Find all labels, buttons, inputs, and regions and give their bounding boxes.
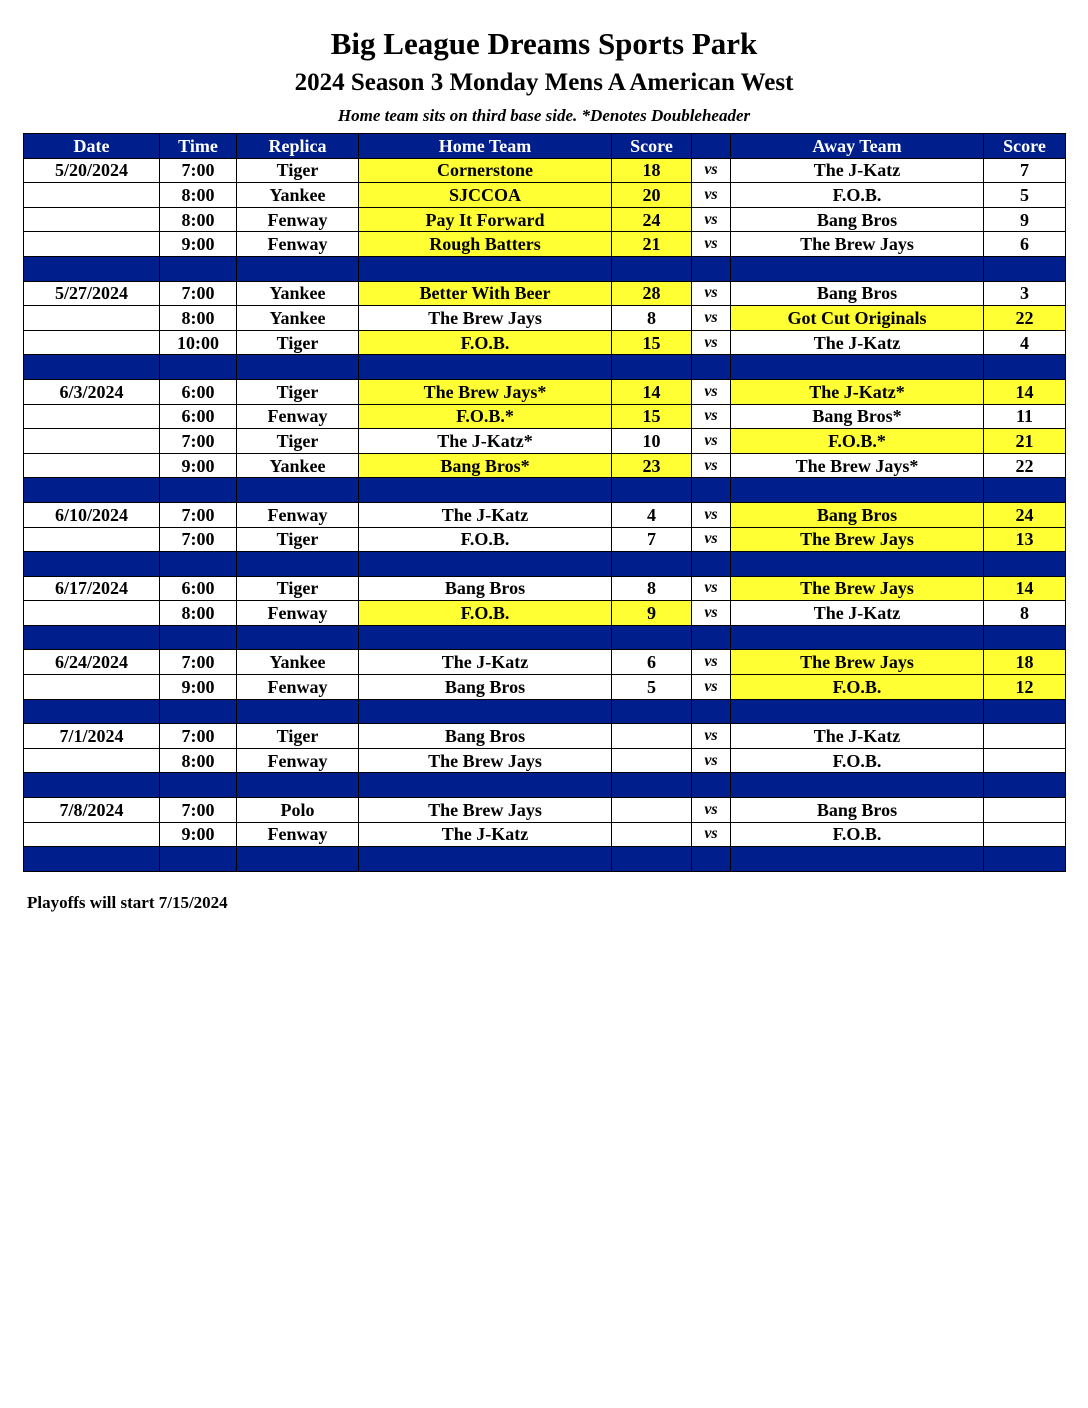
separator-cell xyxy=(24,552,160,577)
separator-cell xyxy=(731,625,984,650)
table-row xyxy=(24,576,1066,601)
time-cell: 9:00 xyxy=(160,453,237,478)
table-row xyxy=(24,724,1066,749)
separator-cell xyxy=(692,773,731,798)
table-row xyxy=(24,650,1066,675)
schedule-note: Home team sits on third base side. *Denotes Doubleheader xyxy=(337,106,751,125)
separator-cell xyxy=(984,625,1066,650)
time-cell: 7:00 xyxy=(160,527,237,552)
col-header-away-team: Away Team xyxy=(731,134,984,159)
table-row xyxy=(24,330,1066,355)
page-title: Big League Dreams Sports Park xyxy=(330,26,758,61)
date-cell xyxy=(24,748,160,773)
separator-cell xyxy=(984,355,1066,380)
date-cell xyxy=(24,404,160,429)
away-team-cell: Bang Bros xyxy=(731,502,984,527)
home-score-cell: 5 xyxy=(612,675,692,700)
separator-cell xyxy=(731,552,984,577)
home-team-cell: The Brew Jays* xyxy=(359,379,612,404)
date-cell xyxy=(24,330,160,355)
week-separator-row xyxy=(24,256,1066,281)
time-cell: 7:00 xyxy=(160,281,237,306)
away-team-cell: The Brew Jays xyxy=(731,650,984,675)
home-team-cell: The J-Katz xyxy=(359,650,612,675)
vs-cell: vs xyxy=(692,429,731,454)
vs-cell: vs xyxy=(692,576,731,601)
separator-cell xyxy=(612,355,692,380)
vs-cell: vs xyxy=(692,330,731,355)
schedule-table xyxy=(23,133,1066,872)
time-cell: 9:00 xyxy=(160,232,237,257)
home-score-cell: 23 xyxy=(612,453,692,478)
separator-cell xyxy=(731,847,984,872)
time-cell: 9:00 xyxy=(160,822,237,847)
home-score-cell: 4 xyxy=(612,502,692,527)
away-team-cell: Bang Bros* xyxy=(731,404,984,429)
separator-cell xyxy=(160,552,237,577)
table-row xyxy=(24,601,1066,626)
field-cell: Polo xyxy=(237,798,359,823)
home-team-cell: Bang Bros xyxy=(359,675,612,700)
playoffs-note: Playoffs will start 7/15/2024 xyxy=(27,893,228,912)
week-separator-row xyxy=(24,355,1066,380)
time-cell: 7:00 xyxy=(160,650,237,675)
vs-cell: vs xyxy=(692,527,731,552)
separator-cell xyxy=(24,256,160,281)
separator-cell xyxy=(24,699,160,724)
separator-cell xyxy=(359,256,612,281)
date-cell xyxy=(24,601,160,626)
date-cell: 5/20/2024 xyxy=(24,158,160,183)
field-cell: Tiger xyxy=(237,724,359,749)
home-team-cell: Rough Batters xyxy=(359,232,612,257)
field-cell: Tiger xyxy=(237,379,359,404)
time-cell: 6:00 xyxy=(160,379,237,404)
home-score-cell xyxy=(612,822,692,847)
separator-cell xyxy=(692,847,731,872)
week-separator-row xyxy=(24,625,1066,650)
col-header-time: Time xyxy=(160,134,237,159)
separator-cell xyxy=(612,256,692,281)
home-team-cell: F.O.B. xyxy=(359,601,612,626)
time-cell: 8:00 xyxy=(160,183,237,208)
home-team-cell: Pay It Forward xyxy=(359,207,612,232)
away-team-cell: The Brew Jays* xyxy=(731,453,984,478)
field-cell: Yankee xyxy=(237,183,359,208)
separator-cell xyxy=(731,256,984,281)
home-team-cell: Bang Bros* xyxy=(359,453,612,478)
table-row xyxy=(24,404,1066,429)
table-row xyxy=(24,379,1066,404)
away-team-cell: The Brew Jays xyxy=(731,576,984,601)
field-cell: Tiger xyxy=(237,158,359,183)
away-score-cell: 11 xyxy=(984,404,1066,429)
date-cell xyxy=(24,453,160,478)
table-row xyxy=(24,183,1066,208)
away-team-cell: The J-Katz xyxy=(731,330,984,355)
home-score-cell: 7 xyxy=(612,527,692,552)
table-row xyxy=(24,429,1066,454)
col-header-home-team: Home Team xyxy=(359,134,612,159)
separator-cell xyxy=(237,256,359,281)
week-separator-row xyxy=(24,478,1066,503)
time-cell: 8:00 xyxy=(160,306,237,331)
table-row xyxy=(24,281,1066,306)
separator-cell xyxy=(731,478,984,503)
field-cell: Yankee xyxy=(237,453,359,478)
separator-cell xyxy=(612,773,692,798)
separator-cell xyxy=(24,355,160,380)
vs-cell: vs xyxy=(692,404,731,429)
vs-cell: vs xyxy=(692,158,731,183)
field-cell: Fenway xyxy=(237,502,359,527)
away-team-cell: Got Cut Originals xyxy=(731,306,984,331)
separator-cell xyxy=(359,355,612,380)
vs-cell: vs xyxy=(692,748,731,773)
home-score-cell: 6 xyxy=(612,650,692,675)
separator-cell xyxy=(612,625,692,650)
separator-cell xyxy=(984,773,1066,798)
vs-cell: vs xyxy=(692,453,731,478)
separator-cell xyxy=(731,773,984,798)
date-cell: 6/17/2024 xyxy=(24,576,160,601)
separator-cell xyxy=(359,478,612,503)
separator-cell xyxy=(612,699,692,724)
home-score-cell: 8 xyxy=(612,306,692,331)
separator-cell xyxy=(612,552,692,577)
separator-cell xyxy=(237,625,359,650)
away-team-cell: F.O.B. xyxy=(731,822,984,847)
week-separator-row xyxy=(24,847,1066,872)
separator-cell xyxy=(692,699,731,724)
away-score-cell: 13 xyxy=(984,527,1066,552)
away-score-cell: 14 xyxy=(984,379,1066,404)
time-cell: 9:00 xyxy=(160,675,237,700)
away-score-cell: 6 xyxy=(984,232,1066,257)
home-team-cell: Better With Beer xyxy=(359,281,612,306)
week-separator-row xyxy=(24,552,1066,577)
page-subtitle: 2024 Season 3 Monday Mens A American West xyxy=(294,69,794,96)
home-team-cell: SJCCOA xyxy=(359,183,612,208)
away-team-cell: The J-Katz xyxy=(731,158,984,183)
date-cell xyxy=(24,822,160,847)
table-row xyxy=(24,453,1066,478)
table-row xyxy=(24,502,1066,527)
separator-cell xyxy=(984,699,1066,724)
away-team-cell: Bang Bros xyxy=(731,798,984,823)
separator-cell xyxy=(24,478,160,503)
separator-cell xyxy=(984,847,1066,872)
away-team-cell: Bang Bros xyxy=(731,207,984,232)
separator-cell xyxy=(160,699,237,724)
separator-cell xyxy=(731,699,984,724)
time-cell: 10:00 xyxy=(160,330,237,355)
away-score-cell: 22 xyxy=(984,306,1066,331)
home-score-cell: 15 xyxy=(612,404,692,429)
field-cell: Yankee xyxy=(237,281,359,306)
vs-cell: vs xyxy=(692,183,731,208)
away-team-cell: F.O.B. xyxy=(731,183,984,208)
away-score-cell: 4 xyxy=(984,330,1066,355)
away-score-cell: 8 xyxy=(984,601,1066,626)
home-score-cell: 10 xyxy=(612,429,692,454)
away-score-cell: 3 xyxy=(984,281,1066,306)
separator-cell xyxy=(359,847,612,872)
home-score-cell xyxy=(612,798,692,823)
separator-cell xyxy=(692,625,731,650)
away-score-cell: 18 xyxy=(984,650,1066,675)
away-team-cell: The J-Katz* xyxy=(731,379,984,404)
away-team-cell: The J-Katz xyxy=(731,724,984,749)
separator-cell xyxy=(692,256,731,281)
time-cell: 7:00 xyxy=(160,798,237,823)
field-cell: Yankee xyxy=(237,650,359,675)
separator-cell xyxy=(612,478,692,503)
time-cell: 6:00 xyxy=(160,404,237,429)
separator-cell xyxy=(160,625,237,650)
vs-cell: vs xyxy=(692,675,731,700)
home-score-cell: 14 xyxy=(612,379,692,404)
away-score-cell: 24 xyxy=(984,502,1066,527)
table-row xyxy=(24,158,1066,183)
separator-cell xyxy=(984,478,1066,503)
table-row xyxy=(24,822,1066,847)
field-cell: Fenway xyxy=(237,207,359,232)
table-row xyxy=(24,207,1066,232)
time-cell: 7:00 xyxy=(160,158,237,183)
home-team-cell: The Brew Jays xyxy=(359,748,612,773)
separator-cell xyxy=(24,773,160,798)
separator-cell xyxy=(24,847,160,872)
away-team-cell: The Brew Jays xyxy=(731,527,984,552)
home-team-cell: F.O.B.* xyxy=(359,404,612,429)
away-score-cell: 7 xyxy=(984,158,1066,183)
col-header-home-score: Score xyxy=(612,134,692,159)
separator-cell xyxy=(692,552,731,577)
home-team-cell: Bang Bros xyxy=(359,576,612,601)
table-row xyxy=(24,306,1066,331)
date-cell xyxy=(24,306,160,331)
away-score-cell xyxy=(984,798,1066,823)
separator-cell xyxy=(692,355,731,380)
away-team-cell: The Brew Jays xyxy=(731,232,984,257)
home-score-cell: 20 xyxy=(612,183,692,208)
vs-cell: vs xyxy=(692,379,731,404)
separator-cell xyxy=(692,478,731,503)
week-separator-row xyxy=(24,699,1066,724)
col-header-away-score: Score xyxy=(984,134,1066,159)
vs-cell: vs xyxy=(692,650,731,675)
vs-cell: vs xyxy=(692,502,731,527)
separator-cell xyxy=(160,773,237,798)
home-score-cell: 15 xyxy=(612,330,692,355)
away-team-cell: The J-Katz xyxy=(731,601,984,626)
vs-cell: vs xyxy=(692,232,731,257)
vs-cell: vs xyxy=(692,306,731,331)
away-team-cell: Bang Bros xyxy=(731,281,984,306)
separator-cell xyxy=(160,256,237,281)
field-cell: Tiger xyxy=(237,330,359,355)
separator-cell xyxy=(984,256,1066,281)
home-team-cell: The Brew Jays xyxy=(359,306,612,331)
away-score-cell: 21 xyxy=(984,429,1066,454)
home-score-cell: 28 xyxy=(612,281,692,306)
separator-cell xyxy=(612,847,692,872)
field-cell: Fenway xyxy=(237,232,359,257)
home-team-cell: The J-Katz xyxy=(359,502,612,527)
date-cell: 5/27/2024 xyxy=(24,281,160,306)
vs-cell: vs xyxy=(692,724,731,749)
home-score-cell: 21 xyxy=(612,232,692,257)
home-team-cell: F.O.B. xyxy=(359,527,612,552)
table-row xyxy=(24,527,1066,552)
away-score-cell xyxy=(984,724,1066,749)
separator-cell xyxy=(160,355,237,380)
table-row xyxy=(24,675,1066,700)
table-row xyxy=(24,232,1066,257)
separator-cell xyxy=(359,773,612,798)
separator-cell xyxy=(984,552,1066,577)
separator-cell xyxy=(237,773,359,798)
home-score-cell xyxy=(612,724,692,749)
date-cell: 6/3/2024 xyxy=(24,379,160,404)
separator-cell xyxy=(359,699,612,724)
time-cell: 7:00 xyxy=(160,502,237,527)
field-cell: Fenway xyxy=(237,822,359,847)
date-cell: 6/24/2024 xyxy=(24,650,160,675)
away-score-cell: 12 xyxy=(984,675,1066,700)
separator-cell xyxy=(160,478,237,503)
date-cell xyxy=(24,232,160,257)
separator-cell xyxy=(237,478,359,503)
field-cell: Tiger xyxy=(237,576,359,601)
date-cell xyxy=(24,675,160,700)
away-team-cell: F.O.B.* xyxy=(731,429,984,454)
home-team-cell: Cornerstone xyxy=(359,158,612,183)
separator-cell xyxy=(237,355,359,380)
home-score-cell: 18 xyxy=(612,158,692,183)
home-score-cell: 24 xyxy=(612,207,692,232)
home-team-cell: Bang Bros xyxy=(359,724,612,749)
week-separator-row xyxy=(24,773,1066,798)
date-cell: 7/1/2024 xyxy=(24,724,160,749)
separator-cell xyxy=(359,625,612,650)
field-cell: Fenway xyxy=(237,601,359,626)
date-cell xyxy=(24,183,160,208)
vs-cell: vs xyxy=(692,207,731,232)
home-team-cell: The Brew Jays xyxy=(359,798,612,823)
home-score-cell: 9 xyxy=(612,601,692,626)
field-cell: Fenway xyxy=(237,675,359,700)
home-team-cell: The J-Katz xyxy=(359,822,612,847)
away-team-cell: F.O.B. xyxy=(731,675,984,700)
col-header-replica: Replica xyxy=(237,134,359,159)
field-cell: Fenway xyxy=(237,404,359,429)
table-row xyxy=(24,798,1066,823)
time-cell: 8:00 xyxy=(160,207,237,232)
col-header-date: Date xyxy=(24,134,160,159)
time-cell: 8:00 xyxy=(160,748,237,773)
separator-cell xyxy=(237,552,359,577)
time-cell: 7:00 xyxy=(160,724,237,749)
field-cell: Yankee xyxy=(237,306,359,331)
separator-cell xyxy=(359,552,612,577)
time-cell: 7:00 xyxy=(160,429,237,454)
home-score-cell: 8 xyxy=(612,576,692,601)
date-cell: 7/8/2024 xyxy=(24,798,160,823)
vs-cell: vs xyxy=(692,798,731,823)
separator-cell xyxy=(731,355,984,380)
vs-cell: vs xyxy=(692,822,731,847)
separator-cell xyxy=(24,625,160,650)
field-cell: Fenway xyxy=(237,748,359,773)
away-score-cell xyxy=(984,822,1066,847)
date-cell xyxy=(24,527,160,552)
schedule-body xyxy=(24,158,1066,871)
time-cell: 6:00 xyxy=(160,576,237,601)
table-header-row xyxy=(24,134,1066,159)
away-score-cell: 5 xyxy=(984,183,1066,208)
table-row xyxy=(24,748,1066,773)
away-score-cell: 22 xyxy=(984,453,1066,478)
separator-cell xyxy=(237,847,359,872)
date-cell xyxy=(24,207,160,232)
away-score-cell: 14 xyxy=(984,576,1066,601)
home-team-cell: The J-Katz* xyxy=(359,429,612,454)
home-team-cell: F.O.B. xyxy=(359,330,612,355)
away-team-cell: F.O.B. xyxy=(731,748,984,773)
separator-cell xyxy=(160,847,237,872)
vs-cell: vs xyxy=(692,601,731,626)
date-cell xyxy=(24,429,160,454)
field-cell: Tiger xyxy=(237,429,359,454)
vs-cell: vs xyxy=(692,281,731,306)
date-cell: 6/10/2024 xyxy=(24,502,160,527)
time-cell: 8:00 xyxy=(160,601,237,626)
home-score-cell xyxy=(612,748,692,773)
field-cell: Tiger xyxy=(237,527,359,552)
away-score-cell xyxy=(984,748,1066,773)
away-score-cell: 9 xyxy=(984,207,1066,232)
col-header-vs xyxy=(692,134,731,159)
separator-cell xyxy=(237,699,359,724)
